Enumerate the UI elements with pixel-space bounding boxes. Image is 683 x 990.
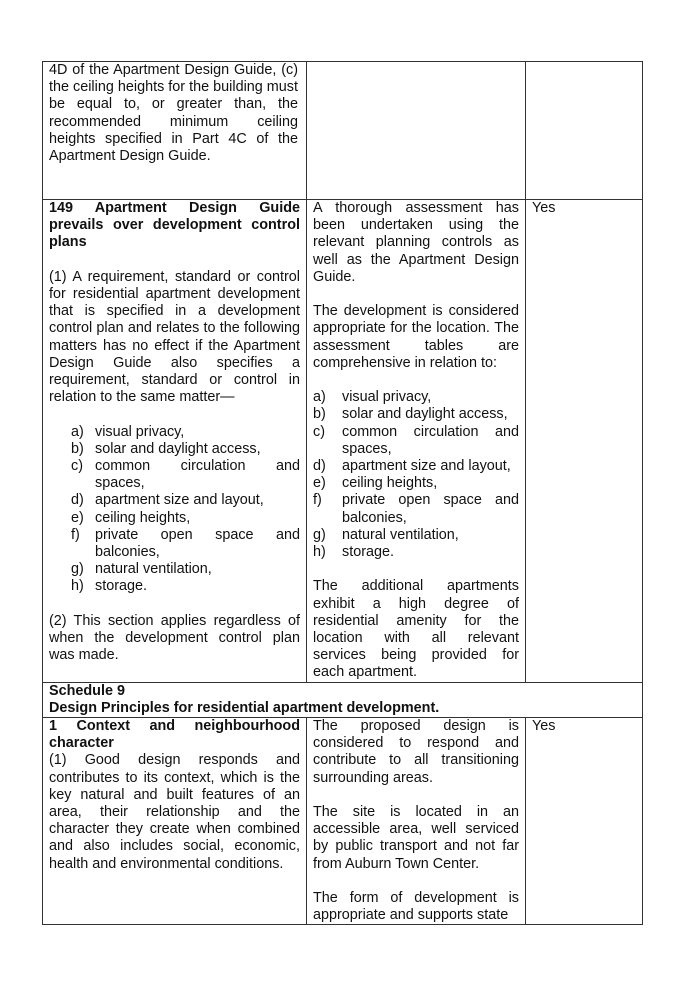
response-cell (307, 718, 526, 925)
list-item (313, 389, 519, 406)
clause-heading: 149 Apartment Design Guide prevails over development control plans (49, 200, 300, 251)
list-item-text: private open space and balconies, (95, 526, 300, 561)
list-item-text: private open space and balconies, (342, 492, 519, 526)
list-item-label: h) (313, 544, 326, 561)
list-item-text: solar and daylight access, (95, 440, 261, 457)
requirement-cell (43, 62, 307, 200)
list-item-label: b) (71, 440, 84, 457)
schedule-cell (43, 682, 643, 717)
list-item-text: natural ventilation, (95, 561, 212, 578)
response-text: The development is considered appropriate for the location. The assessment tables are comprehensive in relation to: (313, 303, 519, 371)
list-item (49, 458, 300, 492)
list-item-label: a) (313, 389, 326, 406)
response-text: The form of development is appropriate and supports state (313, 890, 519, 924)
list-item (313, 406, 519, 423)
matters-list (313, 389, 519, 561)
compliance-cell (526, 718, 643, 925)
requirement-cell (43, 718, 307, 925)
schedule-subtitle: Design Principles for residential apartment development. (49, 699, 440, 716)
list-item (313, 475, 519, 492)
clause-paragraph: (1) Good design responds and contributes to its context, which is the key natural and built features of an area, their relationship and the character they create when combined and also includes social, economic, health and environmental conditions. (49, 752, 300, 872)
list-item-label: a) (71, 423, 84, 440)
list-item-text: apartment size and layout, (342, 458, 511, 475)
list-item-text: solar and daylight access, (342, 406, 508, 423)
list-item (49, 510, 300, 527)
list-item-text: storage. (95, 578, 147, 595)
list-item (49, 561, 300, 578)
compliance-table (42, 61, 643, 925)
list-item-label: d) (71, 492, 84, 509)
list-item-text: common circulation and spaces, (95, 458, 300, 492)
list-item-label: h) (71, 578, 84, 595)
list-item-label: e) (313, 475, 326, 492)
response-text: A thorough assessment has been undertaken using the relevant planning controls as well as the Apartment Design Guide. (313, 200, 519, 285)
list-item (313, 492, 519, 526)
list-item-label: d) (313, 458, 326, 475)
list-item-text: natural ventilation, (342, 526, 459, 543)
compliance-value: Yes (532, 200, 556, 216)
list-item (49, 578, 300, 595)
list-item-text: ceiling heights, (95, 509, 191, 526)
list-item (313, 544, 519, 561)
response-text: The proposed design is considered to respond and contribute to all transitioning surrounding areas. (313, 718, 519, 786)
compliance-value: Yes (532, 718, 556, 735)
list-item-text: storage. (342, 544, 394, 561)
list-item (49, 424, 300, 441)
list-item (49, 527, 300, 561)
clause-paragraph: (2) This section applies regardless of when the development control plan was made. (49, 612, 300, 664)
list-item (313, 527, 519, 544)
matters-list (49, 424, 300, 596)
table-row (43, 62, 643, 200)
list-item-text: ceiling heights, (342, 475, 438, 492)
table-row (43, 200, 643, 683)
list-item (313, 424, 519, 458)
requirement-cell (43, 200, 307, 683)
list-item-label: b) (313, 406, 326, 423)
list-item (49, 441, 300, 458)
response-cell (307, 200, 526, 683)
list-item (313, 458, 519, 475)
clause-heading: 1 Context and neighbourhood character (49, 718, 300, 752)
list-item-label: g) (71, 561, 84, 578)
list-item-label: c) (313, 423, 325, 440)
compliance-cell (526, 200, 643, 683)
response-text: The additional apartments exhibit a high degree of residential amenity for the location with all relevant services being provided for each apartment. (313, 578, 519, 681)
schedule-title: Schedule 9 (49, 682, 125, 699)
list-item-label: f) (71, 526, 80, 543)
list-item-text: visual privacy, (95, 423, 185, 440)
list-item-label: c) (71, 458, 83, 475)
list-item-text: visual privacy, (342, 389, 432, 406)
list-item-text: common circulation and spaces, (342, 423, 519, 457)
table-row (43, 718, 643, 925)
response-cell (307, 62, 526, 200)
list-item (49, 492, 300, 509)
response-text: The site is located in an accessible area, well serviced by public transport and not far from Auburn Town Center. (313, 804, 519, 872)
list-item-text: apartment size and layout, (95, 492, 264, 509)
list-item-label: g) (313, 526, 326, 543)
list-item-label: e) (71, 509, 84, 526)
compliance-cell (526, 62, 643, 200)
schedule-row (43, 682, 643, 717)
requirement-text: 4D of the Apartment Design Guide, (c) the ceiling heights for the building must be equal to, or greater than, the recommended minimum ceiling heights specified in Part 4C of the Apartment Design Guide. (49, 62, 298, 165)
clause-paragraph: (1) A requirement, standard or control for residential apartment development that is specified in a development control plan and relates to the following matters has no effect if the Apartment Design Guide also specifies a requirement, standard or control in relation to the same matter— (49, 268, 300, 406)
list-item-label: f) (313, 492, 322, 509)
